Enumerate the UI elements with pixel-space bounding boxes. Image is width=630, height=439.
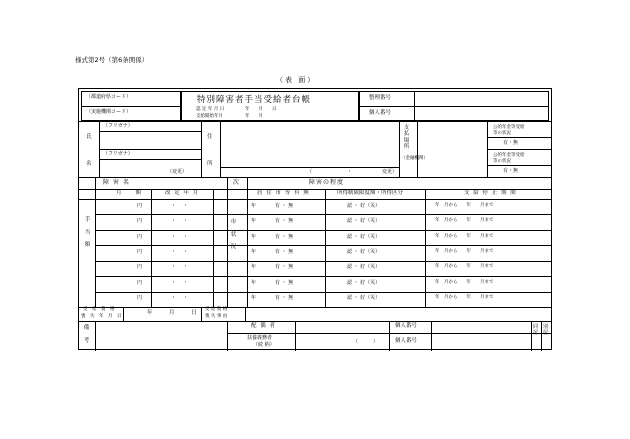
pref-code-label: （都道府県コード） [86, 94, 132, 100]
table-medical-divider [425, 189, 426, 307]
row-period: 年 月から 年 月まで [435, 218, 494, 224]
row-revision: ・ ・ [171, 218, 190, 225]
pension-status-divider-2 [487, 137, 551, 138]
row-period: 年 月から 年 月まで [435, 202, 494, 208]
code-box-divider [81, 106, 181, 107]
row-residence: 有 ・ 無 [275, 249, 294, 255]
dependent-label-line2: （続 柄） [253, 342, 275, 348]
row-residence: 有 ・ 無 [275, 279, 294, 286]
disability-name-divider [227, 177, 228, 189]
row-residence: 有 ・ 無 [275, 295, 294, 302]
col-period-header: 支 給 停 止 期 間 [464, 190, 517, 196]
address-change-label: （ ・ 変更） [307, 169, 398, 175]
row-revision: ・ ・ [171, 279, 190, 286]
remarks-divider [95, 321, 96, 351]
pension-status-divider-3 [487, 165, 551, 166]
col-month-header: 月 額 [116, 190, 143, 196]
row-residence: 有 ・ 無 [275, 233, 294, 240]
spouse-label-divider [295, 321, 296, 351]
row-medical: 認 ・ 好（災） [347, 295, 381, 302]
row-revision: ・ ・ [171, 249, 190, 255]
loss-label-line1: 受 給 資 格 [83, 307, 115, 312]
table-amount-divider [151, 189, 152, 307]
payment-start-label: 支給開始年月 [196, 114, 223, 119]
cohabit-vert-label: 同 居 [532, 324, 538, 336]
pension-status-label-2: 公的年金等受給 等の状況 [493, 153, 525, 164]
address-value-col-divider [399, 121, 400, 177]
row-amount: 円 [137, 264, 143, 271]
loss-value-divider [201, 307, 202, 321]
reason-label-line1: 受 給 資 格 [205, 307, 228, 312]
name-section-bottom [79, 177, 551, 178]
table-row-divider [95, 276, 551, 277]
table-order-divider [247, 189, 248, 307]
row-revision: ・ ・ [171, 295, 190, 302]
table-row-divider [95, 261, 551, 262]
dependent-label-line1: 扶養義務者 [247, 335, 273, 341]
residence-status-vert-label: 市 状 況 [230, 219, 237, 251]
certification-date-label: 認 定 年 月 日 [196, 107, 225, 112]
furigana2-line [99, 159, 201, 160]
surname-label: 氏 [86, 134, 92, 140]
row-order: 年 [251, 218, 257, 225]
furigana-label-2: （フリガナ） [103, 151, 133, 157]
col-medical-header: 所得制限限度額・所得区分 [337, 190, 404, 196]
row-medical: 認 ・ 好（災） [347, 233, 381, 240]
table-revision-divider [213, 189, 214, 307]
row-amount: 円 [137, 218, 143, 225]
pension-status-divider [487, 149, 551, 150]
row-order: 年 [251, 233, 257, 240]
degree-label: 障害の程度 [309, 179, 345, 186]
row-residence: 有 ・ 無 [275, 202, 294, 209]
form-number: 様式第2号（第6条関係） [75, 56, 149, 64]
name-value-col-divider [201, 121, 202, 177]
personal-no-label-divider [431, 321, 432, 351]
row-order: 年 [251, 295, 257, 302]
order-label: 次 [233, 179, 240, 186]
order-col-divider [247, 177, 248, 189]
row-revision: ・ ・ [171, 202, 190, 209]
row-order: 年 [251, 202, 257, 209]
table-row-divider [95, 230, 551, 231]
personal-no-label-spouse: 個人番号 [395, 323, 418, 329]
furigana1-line [99, 131, 201, 132]
address-label-2: 所 [207, 161, 213, 167]
personal-no-label: 個人番号 [369, 110, 392, 116]
receipt-no-label: 整理番号 [369, 95, 392, 101]
pension-status-value-2: 有・無 [503, 168, 519, 174]
name-change-label: （変更） [167, 169, 188, 175]
row-residence: 有 ・ 無 [275, 218, 294, 225]
row-amount: 円 [137, 233, 143, 240]
row-amount: 円 [137, 279, 143, 286]
row-period: 年 月から 年 月まで [435, 279, 494, 285]
disability-name-label: 障 害 名 [103, 179, 130, 186]
pay-label-col-divider [417, 121, 418, 177]
pension-status-value-1: 有・無 [503, 140, 519, 146]
remarks-vert-label: 備 考 [83, 325, 90, 344]
row-order: 年 [251, 279, 257, 286]
furigana-label-1: （フリガナ） [103, 123, 133, 129]
row-order: 年 [251, 264, 257, 271]
row-amount: 円 [137, 249, 143, 255]
row-period: 年 月から 年 月まで [435, 264, 494, 270]
table-header-bottom [79, 199, 551, 200]
numbers-label-divider [414, 91, 415, 121]
address-label: 住 [207, 134, 213, 140]
row-medical: 認 ・ 好（災） [347, 202, 381, 209]
row-period: 年 月から 年 月まで [435, 295, 494, 301]
footer-top-line [79, 307, 551, 308]
row-medical: 認 ・ 好（災） [347, 279, 381, 286]
form-outer-frame [78, 88, 552, 350]
row-period: 年 月から 年 月まで [435, 249, 494, 254]
pay-place-sub-label: （金融機関） [401, 156, 428, 161]
row-revision: ・ ・ [171, 264, 190, 271]
reason-label-line2: 喪 失 事 由 [205, 314, 228, 319]
row-order: 年 [251, 249, 257, 255]
row-amount: 円 [137, 295, 143, 302]
address-change-line [220, 167, 399, 168]
table-midvert-divider [227, 189, 228, 307]
numbers-divider [359, 106, 549, 107]
row-revision: ・ ・ [171, 233, 190, 240]
row-medical: 認 ・ 好（災） [347, 218, 381, 225]
row-residence: 有 ・ 無 [275, 264, 294, 271]
pay-place-label: 支 払 場 所 [403, 125, 410, 150]
table-left-vert-divider [95, 177, 96, 307]
table-residence-divider [325, 189, 326, 307]
allowance-amount-vert-label: 手 当 額 [84, 217, 91, 249]
row-period: 年 月から 年 月まで [435, 233, 494, 239]
name-section-top [79, 121, 551, 122]
row-medical: 認 ・ 好（災） [347, 264, 381, 271]
spouse-value-divider [389, 321, 390, 351]
loss-label-line2: 喪 失 年 月 日 [81, 314, 122, 319]
reason-label-divider [245, 307, 246, 321]
payment-start-units: 年 月 [245, 114, 263, 119]
page-side-label: （表 面） [276, 76, 317, 84]
spouse-label: 配 偶 者 [251, 323, 276, 329]
table-row-divider [95, 214, 551, 215]
pension-status-label-1: 公的年金等受給 等の状況 [493, 125, 525, 136]
row-amount: 円 [137, 202, 143, 209]
col-revision-header: 改 定 年 月 [165, 190, 200, 196]
separate-vert-label: 別 居 [542, 324, 548, 336]
loss-label-divider [123, 307, 124, 321]
row-medical: 認 ・ 好（災） [347, 249, 381, 255]
certification-date-units: 年 月 日 [245, 107, 277, 112]
table-row-divider [95, 292, 551, 293]
form-title: 特別障害者手当受給者台帳 [197, 95, 312, 105]
office-code-label: （実施機関コード） [86, 109, 132, 115]
dependent-relation-paren: （ ） [353, 339, 379, 345]
col-residence-header: 居 住 市 等 有 無 [257, 190, 310, 196]
personal-no-label-dependent: 個人番号 [395, 338, 418, 344]
givenname-label: 名 [86, 161, 92, 167]
name-mid-line [99, 149, 201, 150]
loss-date-value: 年 月 日 [147, 310, 197, 316]
address-label-col-divider [220, 121, 221, 177]
table-row-divider [95, 245, 551, 246]
